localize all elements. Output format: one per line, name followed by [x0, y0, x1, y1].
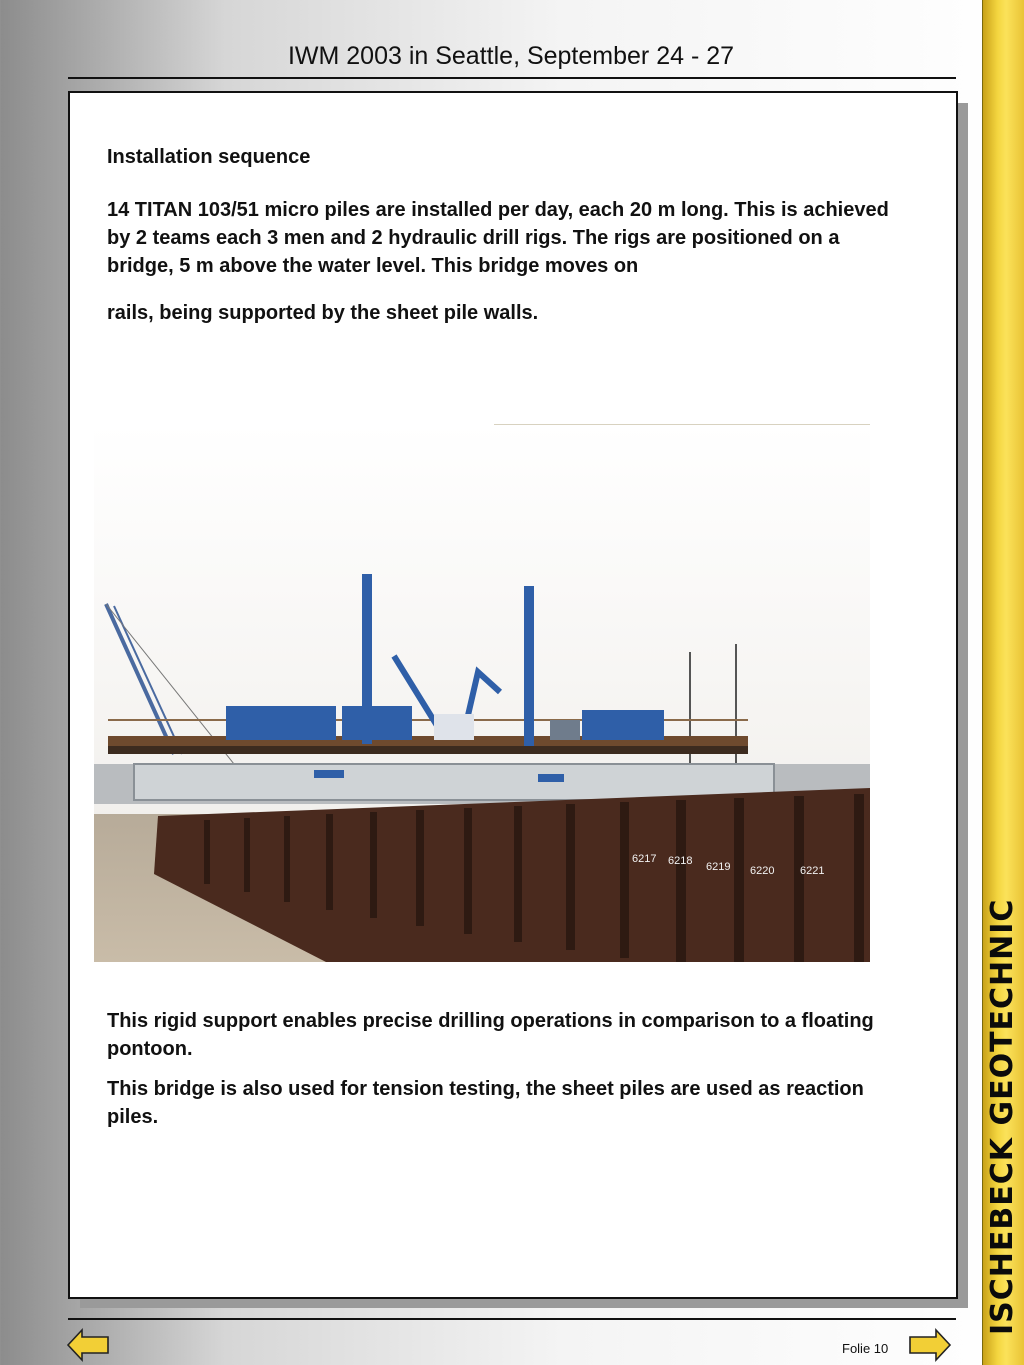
brand-logo-text: ISCHEBECK GEOTECHNIC	[985, 898, 1020, 1335]
footer-divider	[68, 1318, 956, 1320]
pile-label: 6220	[750, 865, 775, 877]
paragraph-1: 14 TITAN 103/51 micro piles are installed per day, each 20 m long. This is achieved by 2 teams each 3 men and 2 hydraulic drill rigs. The rigs are positioned on a bridge, 5 m above the water level. This bridge moves on	[107, 199, 889, 277]
paragraph-2: This rigid support enables precise drilling operations in comparison to a floating pontoon.	[107, 1010, 874, 1060]
pile-label: 6217	[632, 853, 657, 865]
pile-label: 6221	[800, 865, 825, 877]
arrow-right-icon[interactable]	[908, 1326, 952, 1364]
pile-label: 6218	[668, 855, 693, 867]
slide-heading: Installation sequence	[107, 146, 311, 168]
paragraph-3: This bridge is also used for tension testing, the sheet piles are used as reaction piles.	[107, 1078, 864, 1128]
pile-label: 6219	[706, 861, 731, 873]
construction-photo	[94, 424, 870, 962]
paragraph-1-continued: rails, being supported by the sheet pile walls.	[107, 302, 539, 324]
slide-card	[68, 91, 958, 1299]
header-title: IWM 2003 in Seattle, September 24 - 27	[287, 42, 735, 70]
page-number: Folie 10	[842, 1341, 889, 1356]
arrow-left-icon[interactable]	[66, 1326, 110, 1364]
header-divider	[68, 77, 956, 79]
